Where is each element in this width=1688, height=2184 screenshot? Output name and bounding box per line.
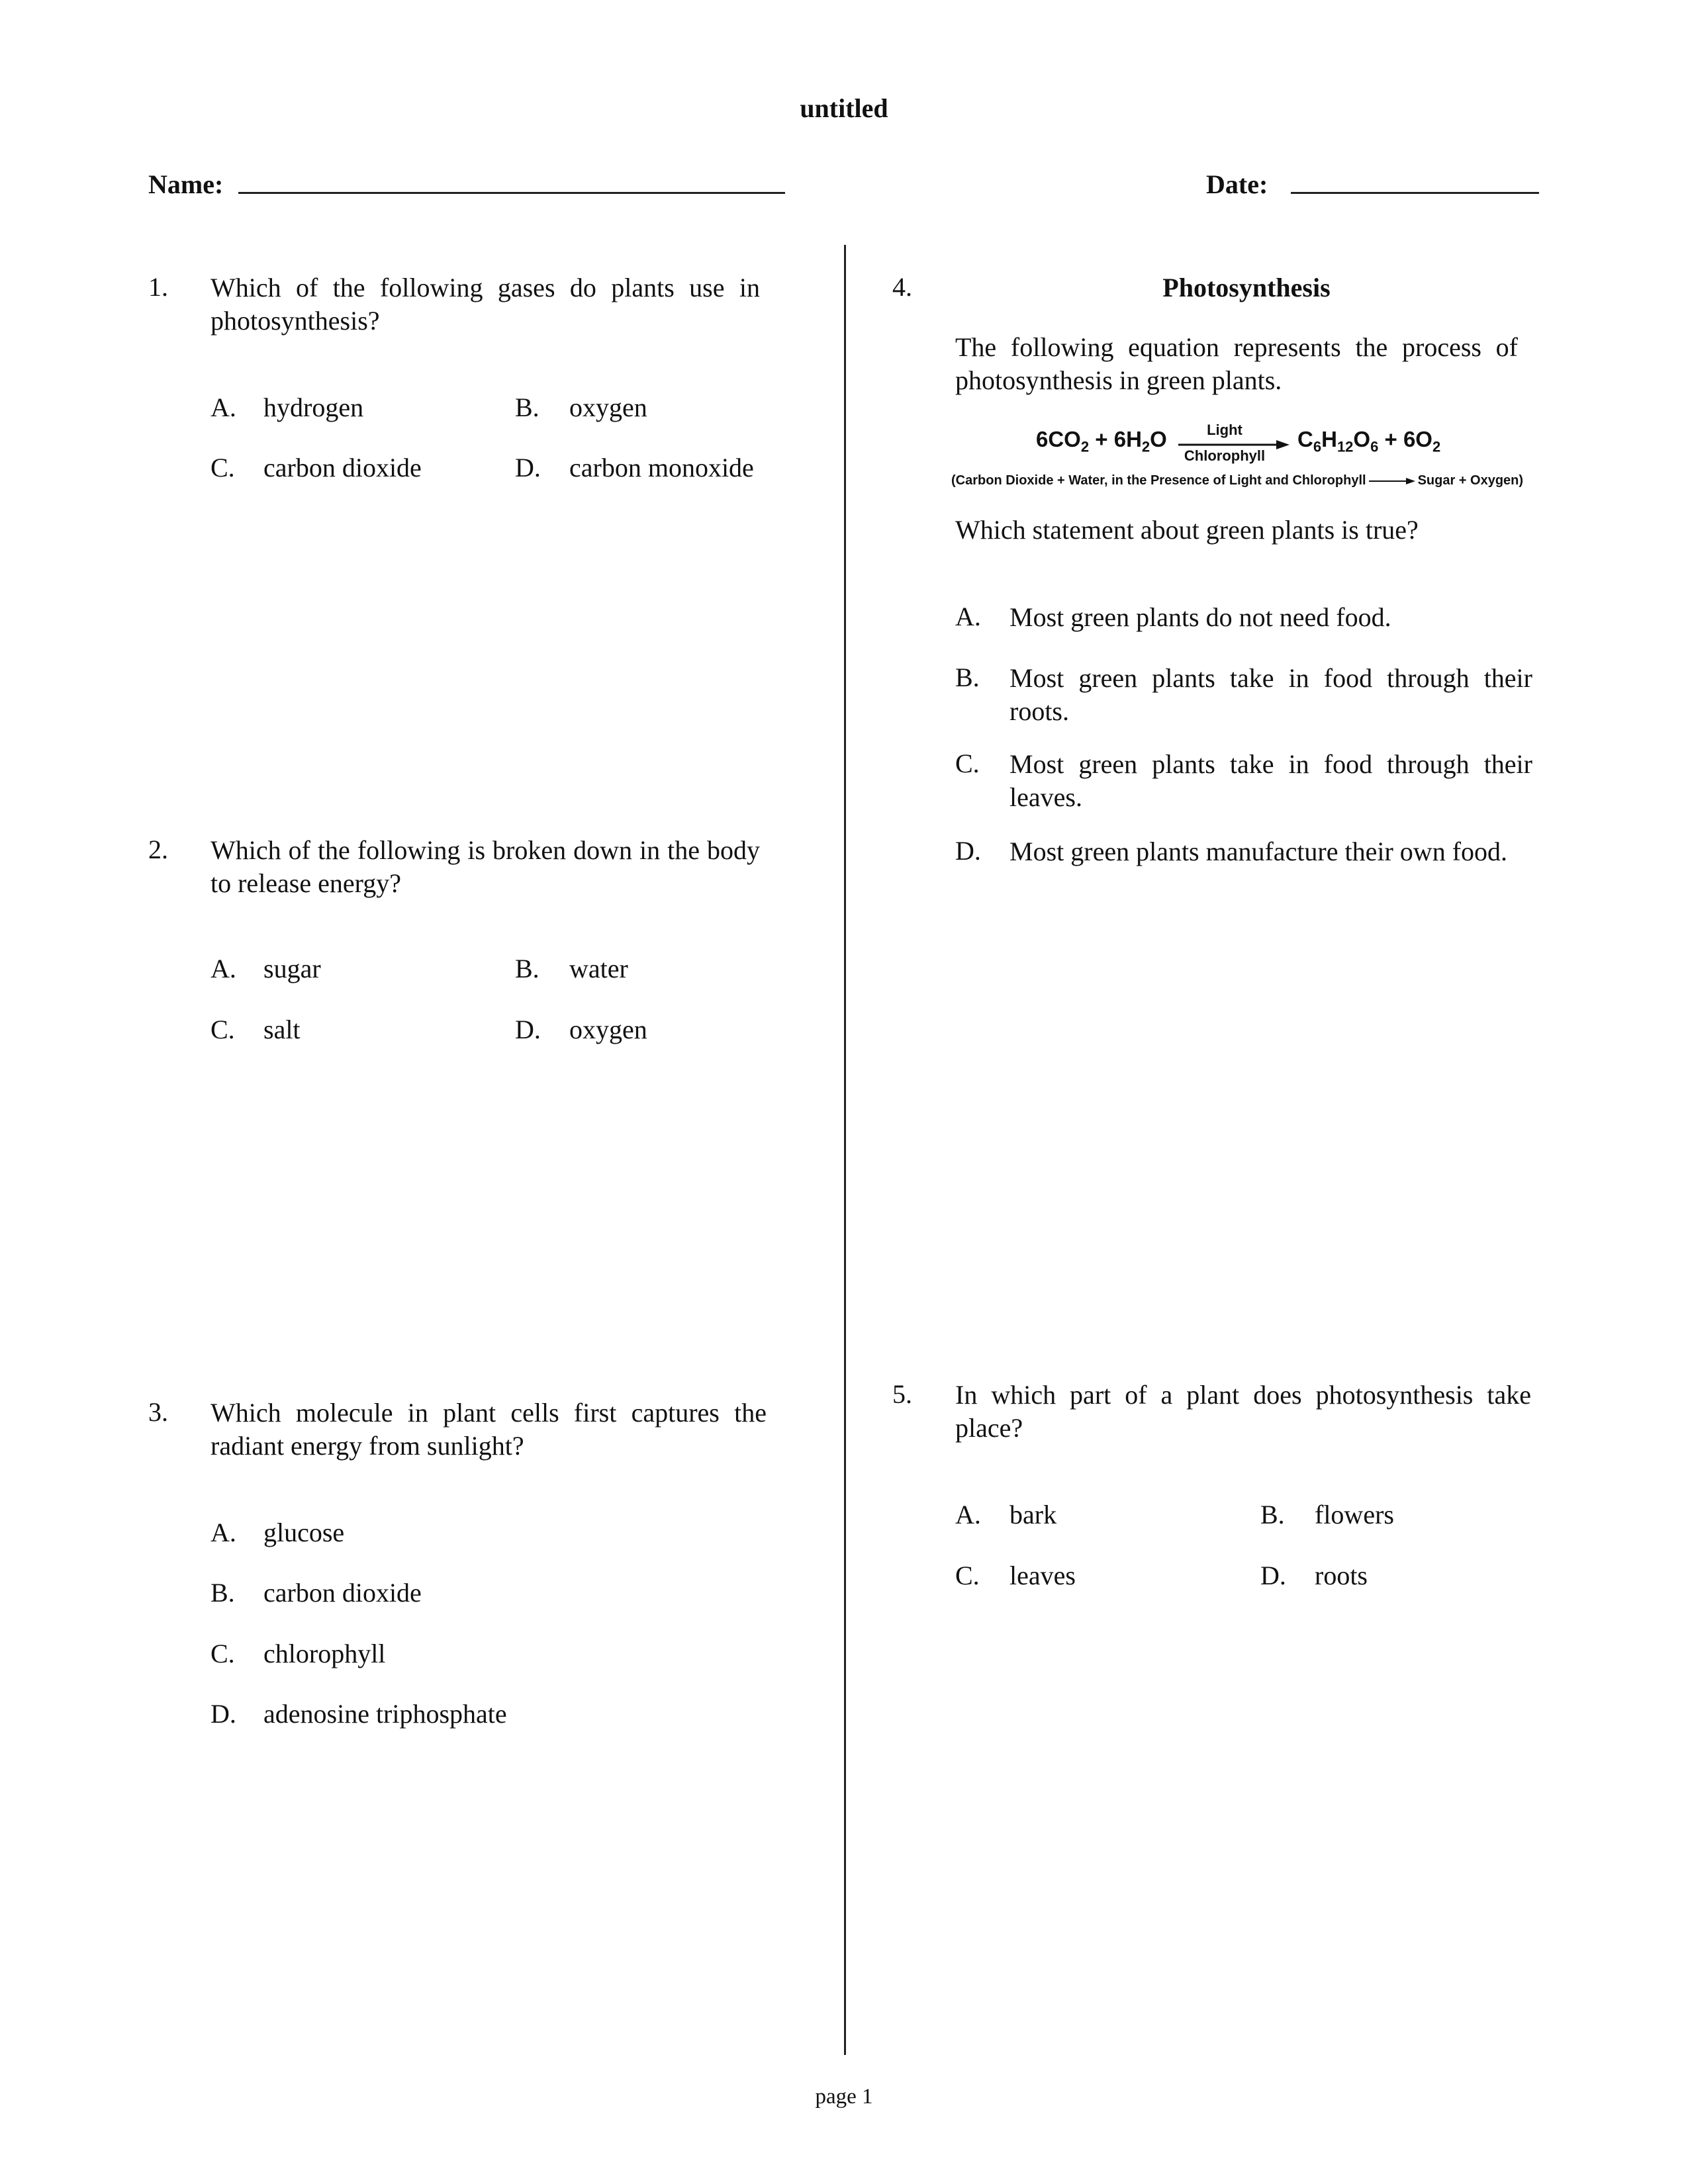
option-text[interactable]: leaves (1009, 1561, 1076, 1590)
equation-caption: (Carbon Dioxide + Water, in the Presence of Light and Chlorophyll Sugar + Oxygen) (951, 473, 1524, 488)
option-text[interactable]: salt (263, 1015, 301, 1044)
date-label: Date: (1206, 169, 1268, 199)
option-text[interactable]: glucose (263, 1518, 345, 1547)
page-number: page 1 (815, 2085, 873, 2109)
equation-arrow-label-top: Light (1207, 422, 1243, 438)
caption-arrow-icon (1369, 477, 1415, 486)
option-letter: A. (211, 392, 236, 422)
option-text[interactable]: Most green plants do not need food. (1009, 602, 1391, 632)
question-number: 1. (148, 272, 168, 302)
option-text[interactable]: adenosine triphosphate (263, 1699, 507, 1729)
option-text[interactable]: carbon monoxide (569, 453, 754, 482)
option-text[interactable]: Most green plants take in food through their roots. (1009, 663, 1532, 726)
question-number: 3. (148, 1397, 168, 1427)
option-text[interactable]: bark (1009, 1500, 1057, 1529)
option-letter: D. (515, 1015, 541, 1044)
option-letter: C. (955, 749, 980, 778)
option-text[interactable]: flowers (1315, 1500, 1394, 1529)
question-text: Which statement about green plants is true? (955, 515, 1419, 545)
option-letter: A. (955, 1500, 981, 1529)
question-number: 4. (892, 272, 912, 302)
option-letter: B. (515, 954, 539, 983)
page-title: untitled (800, 93, 888, 123)
option-letter: D. (1260, 1561, 1286, 1590)
equation-arrow-label-bottom: Chlorophyll (1184, 447, 1266, 464)
question-text: Which of the following gases do plants use in photosynthesis? (211, 273, 760, 336)
option-text[interactable]: Most green plants manufacture their own food. (1009, 837, 1508, 866)
option-text[interactable]: oxygen (569, 1015, 647, 1044)
option-letter: D. (211, 1699, 236, 1729)
option-text[interactable]: chlorophyll (263, 1639, 386, 1668)
option-letter: C. (211, 1639, 235, 1668)
column-divider (844, 245, 846, 2055)
name-field-line[interactable] (238, 192, 785, 194)
name-label: Name: (148, 169, 224, 199)
option-text[interactable]: Most green plants take in food through their leaves. (1009, 749, 1532, 812)
option-text[interactable]: carbon dioxide (263, 453, 422, 482)
date-field-line[interactable] (1291, 192, 1539, 194)
question-text: Which of the following is broken down in the body to release energy? (211, 835, 760, 898)
question-text: Which molecule in plant cells first captures the radiant energy from sunlight? (211, 1398, 767, 1461)
equation-reactants: $6CO_2 + 6H_2O$ (1036, 427, 1167, 455)
option-letter: B. (211, 1578, 235, 1608)
option-letter: D. (515, 453, 541, 482)
option-text[interactable]: sugar (263, 954, 321, 983)
option-letter: B. (955, 662, 980, 692)
option-letter: A. (211, 954, 236, 983)
option-text[interactable]: water (569, 954, 628, 983)
option-letter: D. (955, 836, 981, 866)
option-letter: C. (955, 1561, 980, 1590)
option-letter: C. (211, 453, 235, 482)
option-letter: A. (955, 602, 981, 631)
section-heading: Photosynthesis (1162, 273, 1331, 302)
question-number: 2. (148, 835, 168, 864)
option-letter: C. (211, 1015, 235, 1044)
option-letter: A. (211, 1518, 236, 1547)
option-letter: B. (1260, 1500, 1285, 1529)
option-text[interactable]: roots (1315, 1561, 1368, 1590)
question-text: In which part of a plant does photosynthesis take place? (955, 1380, 1531, 1443)
option-letter: B. (515, 392, 539, 422)
option-text[interactable]: oxygen (569, 392, 647, 422)
option-text[interactable]: carbon dioxide (263, 1578, 422, 1608)
option-text[interactable]: hydrogen (263, 392, 364, 422)
equation-products: $C_6H_{12}O_6 + 6O_2$ (1297, 427, 1441, 455)
question-number: 5. (892, 1379, 912, 1409)
question-intro: The following equation represents the process of photosynthesis in green plants. (955, 332, 1518, 395)
